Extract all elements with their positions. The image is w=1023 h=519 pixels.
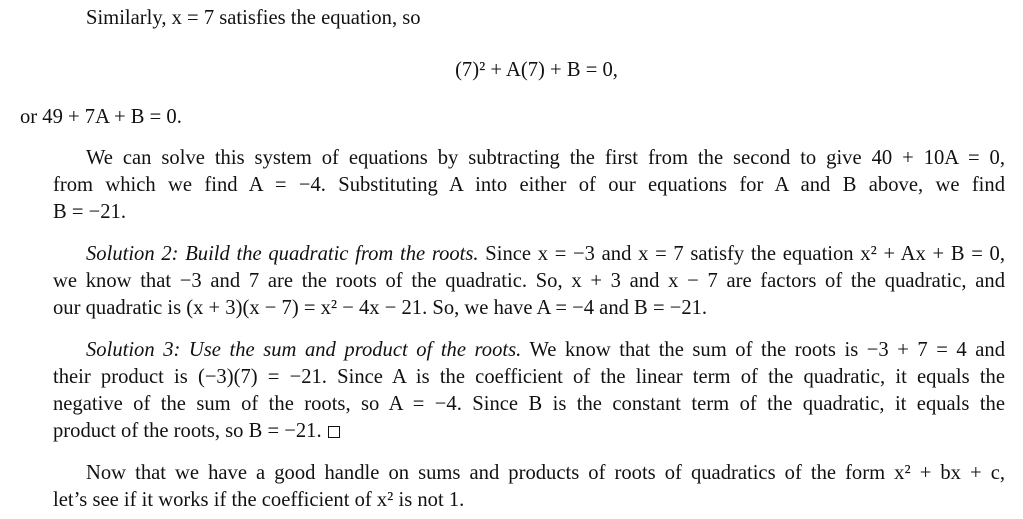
text-line: Similarly, x = 7 satisfies the equation, so — [86, 7, 421, 29]
paragraph-system-solution — [20, 145, 1005, 226]
text-line: their product is (−3)(7) = −21. Since A is the coefficient of the linear term of the quadratic, it equals the — [53, 366, 1005, 388]
text-run: product of the roots, so B = −21. — [53, 420, 322, 442]
text-line — [20, 241, 1005, 268]
solution-heading: Solution 3: Use the sum and product of the roots. — [86, 339, 522, 361]
text-line: We can solve this system of equations by subtracting the first from the second to give 40 + 10A = 0, — [86, 147, 1005, 169]
solution-heading: Solution 2: Build the quadratic from the roots. — [86, 243, 479, 265]
paragraph-solution-3 — [20, 337, 1005, 445]
text-run: We know that the sum of the roots is −3 + 7 = 4 and — [529, 339, 1006, 361]
text-line: or 49 + 7A + B = 0. — [20, 106, 182, 128]
paragraph-solution-2 — [20, 241, 1005, 322]
text-line: our quadratic is (x + 3)(x − 7) = x² − 4x − 21. So, we have A = −4 and B = −21. — [53, 297, 708, 319]
text-line: Now that we have a good handle on sums and products of roots of quadratics of the form x² + bx + c, — [86, 462, 1005, 484]
text-line: from which we find A = −4. Substituting A into either of our equations for A and B above, we find — [53, 174, 1005, 196]
paragraph-continuation — [20, 104, 1005, 131]
text-line: let’s see if it works if the coefficient of x² is not 1. — [53, 489, 465, 511]
text-line: B = −21. — [53, 201, 127, 223]
equation-text: (7)² + A(7) + B = 0, — [455, 59, 618, 81]
text-line — [20, 337, 1005, 364]
text-line: we know that −3 and 7 are the roots of the quadratic. So, x + 3 and x − 7 are factors of the quadratic, and — [53, 270, 1005, 292]
qed-square-icon — [328, 426, 340, 438]
display-equation — [20, 57, 1005, 84]
text-line — [20, 418, 1005, 445]
paragraph-intro — [20, 5, 1005, 32]
paragraph-transition — [20, 460, 1005, 514]
text-line: negative of the sum of the roots, so A = −4. Since B is the constant term of the quadratic, it equals the — [53, 393, 1005, 415]
text-run: Since x = −3 and x = 7 satisfy the equation x² + Ax + B = 0, — [485, 243, 1006, 265]
